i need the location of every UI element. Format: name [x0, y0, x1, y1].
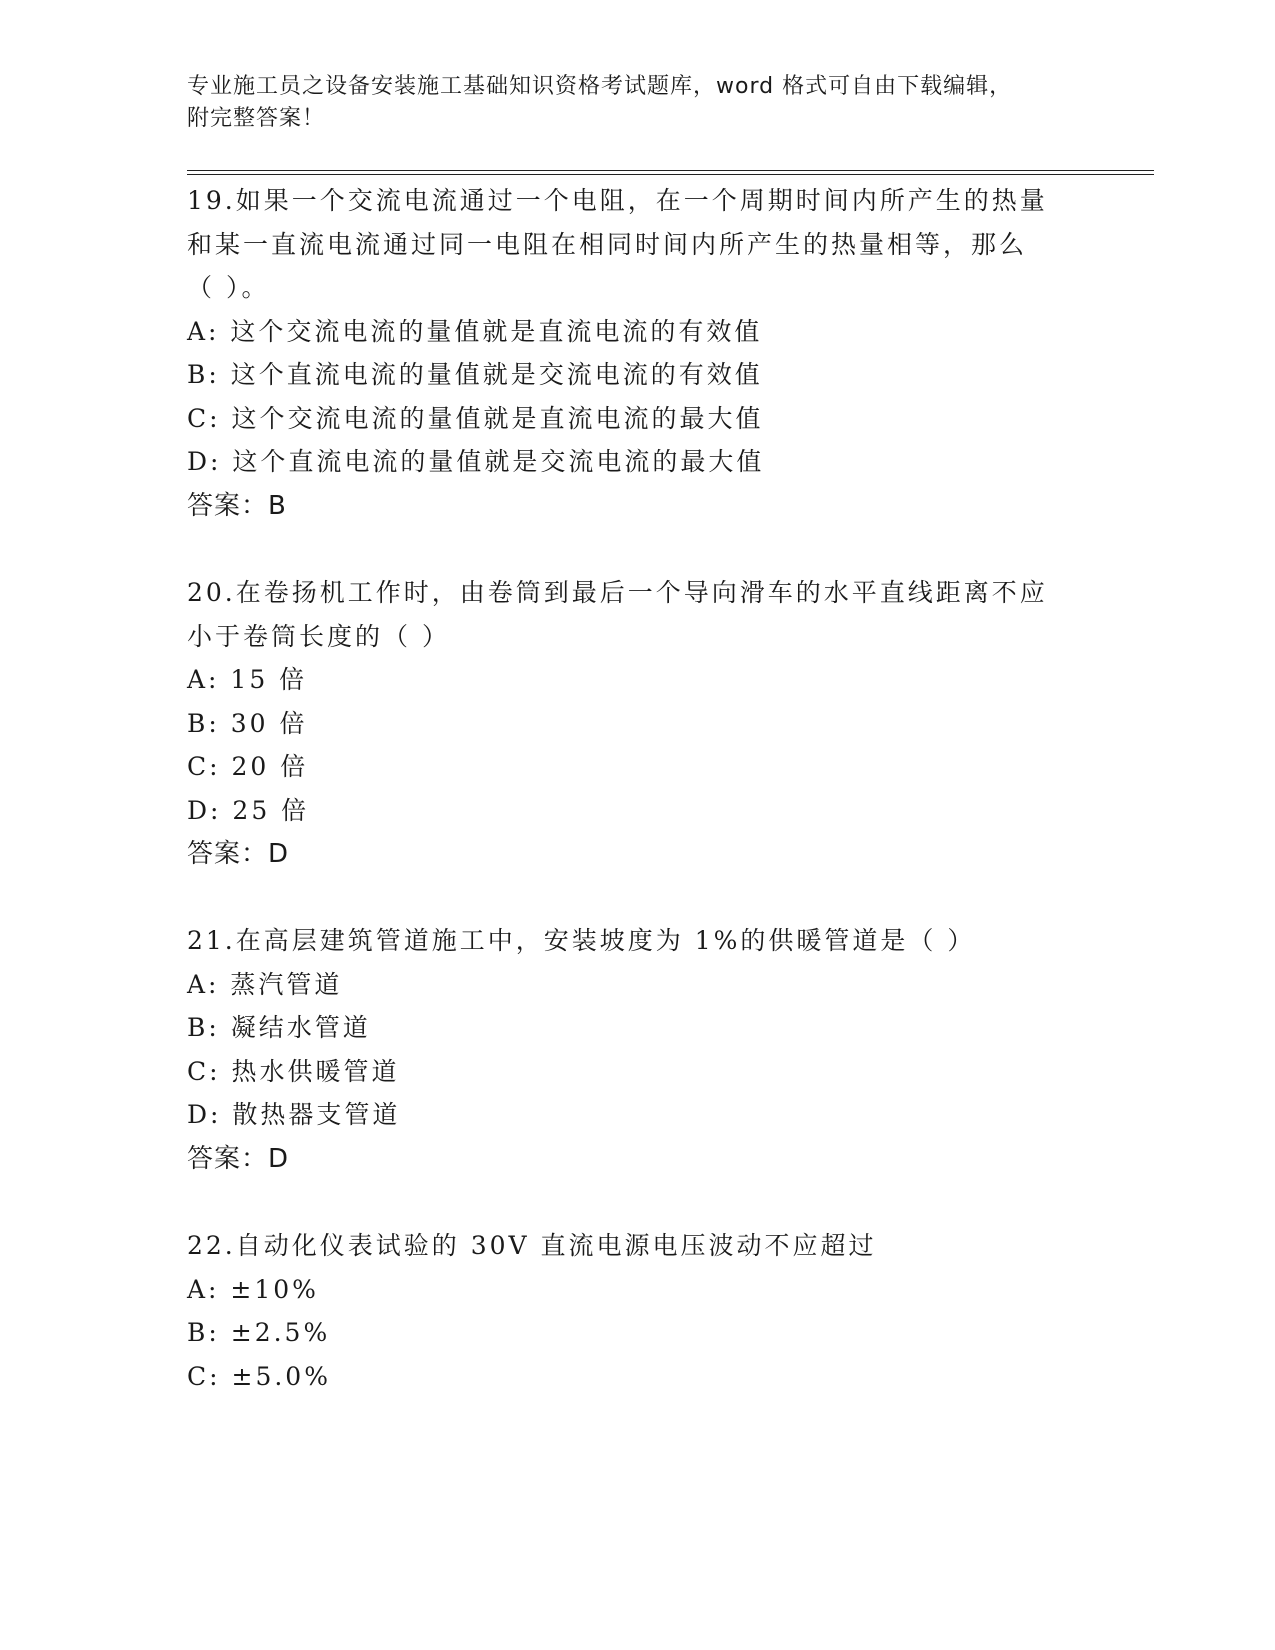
option-b: B: 30 倍 [187, 709, 308, 738]
option-a: A: 蒸汽管道 [187, 970, 343, 999]
option-d: D: 散热器支管道 [187, 1100, 401, 1129]
header-rule-bottom [187, 174, 1154, 175]
option-c: C: 20 倍 [187, 752, 309, 781]
option-b: B: 凝结水管道 [187, 1013, 371, 1042]
option-a: A: 这个交流电流的量值就是直流电流的有效值 [187, 317, 763, 346]
answer: 答案：D [187, 1144, 290, 1174]
option-a: A: ±10% [187, 1275, 319, 1304]
option-c: C: 热水供暖管道 [187, 1057, 400, 1086]
option-a: A: 15 倍 [187, 665, 308, 694]
question-stem-line: 20.在卷扬机工作时，由卷筒到最后一个导向滑车的水平直线距离不应 [187, 578, 1048, 607]
answer: 答案：D [187, 839, 290, 869]
option-b: B: ±2.5% [187, 1318, 331, 1347]
header-rule-top [187, 170, 1154, 171]
question-stem-line: 21.在高层建筑管道施工中，安装坡度为 1%的供暖管道是（ ） [187, 926, 976, 955]
question-stem-line: 19.如果一个交流电流通过一个电阻，在一个周期时间内所产生的热量 [187, 186, 1048, 215]
question-stem-line: 和某一直流电流通过同一电阻在相同时间内所产生的热量相等，那么 [187, 230, 1028, 259]
option-d: D: 25 倍 [187, 796, 310, 825]
option-c: C: ±5.0% [187, 1362, 331, 1391]
question-stem-line: （ ）。 [187, 273, 270, 302]
option-b: B: 这个直流电流的量值就是交流电流的有效值 [187, 360, 763, 389]
question-stem-line: 小于卷筒长度的（ ） [187, 622, 450, 651]
answer: 答案：B [187, 491, 287, 521]
header-line-1: 专业施工员之设备安装施工基础知识资格考试题库，word 格式可自由下载编辑， [187, 74, 1013, 99]
header-line-2: 附完整答案！ [187, 106, 326, 131]
option-d: D: 这个直流电流的量值就是交流电流的最大值 [187, 447, 765, 476]
question-stem-line: 22.自动化仪表试验的 30V 直流电源电压波动不应超过 [187, 1231, 877, 1260]
option-c: C: 这个交流电流的量值就是直流电流的最大值 [187, 404, 764, 433]
